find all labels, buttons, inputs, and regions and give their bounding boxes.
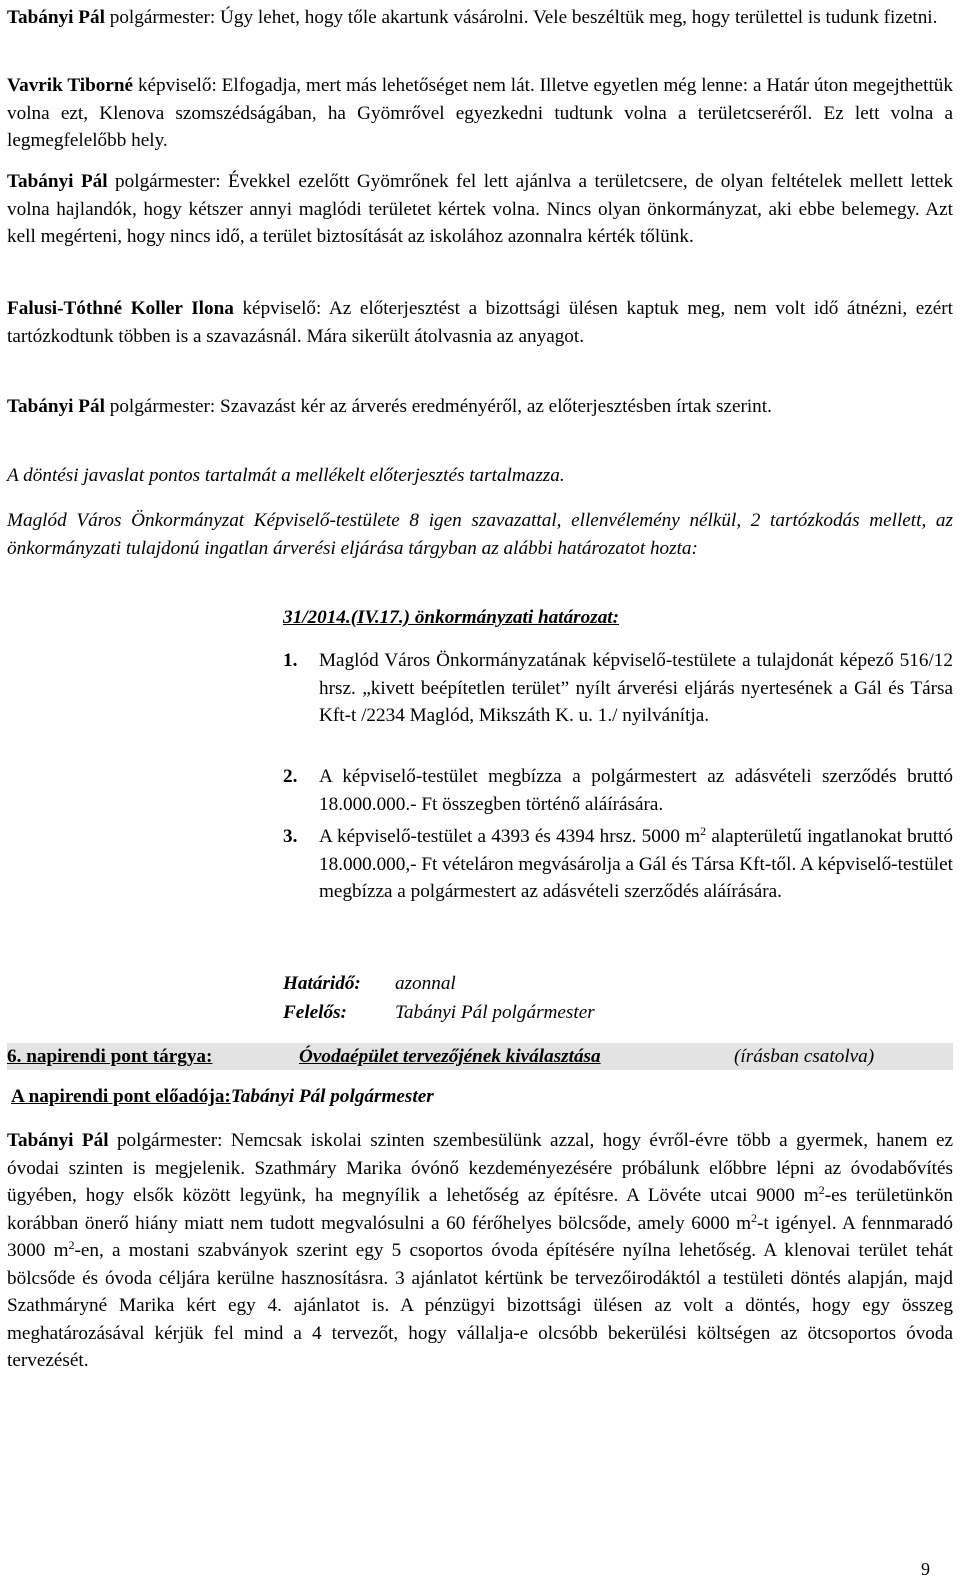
- resolution-title: 31/2014.(IV.17.) önkormányzati határozat:: [283, 607, 620, 628]
- speaker-name: Tabányi Pál: [7, 1130, 109, 1151]
- speech-block: Tabányi Pál polgármester: Nemcsak iskolai szinten szembesülünk azzal, hogy évről-évre több a gyermek, hanem ez óvodai szinten is megjelenik. Szathmáry Marika óvónő kezdeményezésére próbálunk előbbre lépni az óvodabővítés ügyében, hogy elsők között legyünk, ha megnyílik a lehetőség az építésre. A Lövéte utcai 9000 $m^2-es$ területünkön korábban önerő hiány miatt nem tudott megvalósulni a 60 férőhelyes bölcsőde, amely 6000 $m^2-t$ igényel. A fennmaradó 3000 $m^2-en$, a mostani szabványok szerint egy 5 csoportos óvoda építésére nyílna lehetőség. A klenovai terület tehát bölcsőde és óvoda céljára kerülne hasznosításra. 3 ajánlatot kértünk be tervezőirodáktól a testületi döntés alapján, majd Szathmáryné Marika kért egy 4. ajánlatot is. A pénzügyi bizottsági ülésen az volt a döntés, hogy egy összeg meghatározásával kérjük fel mind a 4 tervezőt, hogy vállalja-e olcsóbb bekerülési költségen az ötcsoportos óvoda tervezését.: [7, 1130, 954, 1371]
- speech-text: polgármester: Évekkel ezelőtt Gyömrőnek fel lett ajánlva a területcsere, de olyan feltételek mellett lettek volna hajlandók, hogy kétszer annyi maglódi területet kértek volna. Nincs olyan önkormányzat, aki ebbe belemegy. Azt kell megérteni, hogy nincs idő, a terület biztosítását az iskolához azonnalra kérték tőlünk.: [7, 171, 953, 247]
- proposal-note: A döntési javaslat pontos tartalmát a mellékelt előterjesztés tartalmazza.: [7, 465, 565, 486]
- item-text: A képviselő-testület megbízza a polgármestert az adásvételi szerződés bruttó 18.000.000.- Ft összegben történő aláírására.: [319, 766, 953, 815]
- speech-text: képviselő: Az előterjesztést a bizottsági ülésen kaptuk meg, nem volt idő átnézni, ezért tartózkodtunk többen is a szavazásnál. Mára sikerült átolvasnia az anyagot.: [7, 298, 953, 347]
- item-text: Maglód Város Önkormányzatának képviselő-testülete a tulajdonát képező 516/12 hrsz. „kivett beépítetlen terület” nyílt árverési eljárás nyertesének a Gál és Társa Kft-t /2234 Maglód, Mikszáth K. u. 1./ nyilvánítja.: [319, 650, 953, 726]
- responsible-label: Felelős:: [283, 1002, 347, 1023]
- speaker-name: Tabányi Pál: [7, 7, 105, 28]
- speaker-name: Tabányi Pál: [7, 396, 105, 417]
- item-number: 2.: [283, 766, 298, 787]
- deadline-line: [283, 970, 456, 998]
- speech-text: polgármester: Szavazást kér az árverés eredményéről, az előterjesztésben írtak szerint.: [104, 396, 772, 417]
- item-text: A képviselő-testület a 4393 és 4394 hrsz. 5000 $m^2$ alapterületű ingatlanokat bruttó 18.000.000,- Ft vételáron megvásárolja a Gál és Társa Kft-től. A képviselő-testület megbízza a polgármestert az adásvételi szerződés aláírására.: [319, 824, 953, 902]
- speech-block: [7, 393, 953, 421]
- speech-block: [7, 295, 953, 350]
- presenter-value: Tabányi Pál polgármester: [230, 1086, 434, 1107]
- speaker-name: Vavrik Tiborné: [7, 75, 134, 96]
- speech-block: [7, 72, 953, 155]
- speech-block: [7, 168, 953, 251]
- speech-block: [7, 4, 953, 32]
- speech-text: képviselő: Elfogadja, mert más lehetőséget nem lát. Illetve egyetlen még lenne: a Határ úton megejthettük volna ezt, Klenova szomszédságában, ha Gyömrővel egyezkedni tudtunk volna a területcseréről. Ez lett volna a legmegfelelőbb hely.: [7, 75, 953, 151]
- presenter-label: A napirendi pont előadója:: [11, 1086, 231, 1107]
- resolution-item: [283, 823, 953, 906]
- resolution-item: [283, 763, 953, 818]
- page-number: 9: [921, 1559, 930, 1579]
- deadline-value: azonnal: [395, 973, 456, 994]
- responsible-value: Tabányi Pál polgármester: [395, 1002, 595, 1023]
- item-number: 3.: [283, 826, 298, 847]
- speech-text: polgármester: Nemcsak iskolai szinten szembesülünk azzal, hogy évről-évre több a gyermek, hanem ez óvodai szinten is megjelenik. Szathmáry Marika óvónő kezdeményezésére próbálunk előbbre lépni az óvodabővítés ügyében, hogy elsők között legyünk, ha megnyílik a lehetőség az építésre. A Lövéte utcai 9000 m: [7, 1130, 954, 1206]
- agenda-heading: [7, 1043, 953, 1070]
- speaker-name: Tabányi Pál: [7, 171, 108, 192]
- agenda-note: (írásban csatolva): [734, 1046, 875, 1067]
- agenda-title: Óvodaépület tervezőjének kiválasztása: [299, 1046, 601, 1067]
- responsible-line: [283, 999, 595, 1027]
- agenda-presenter: [11, 1083, 434, 1111]
- speaker-name: Falusi-Tóthné Koller Ilona: [7, 298, 234, 319]
- deadline-label: Határidő:: [283, 973, 361, 994]
- vote-text: Maglód Város Önkormányzat Képviselő-testülete 8 igen szavazattal, ellenvélemény nélkül, 2 tartózkodás mellett, az önkormányzati tulajdonú ingatlan árverési eljárása tárgyban az alábbi határozatot hozta:: [7, 510, 953, 559]
- agenda-number: 6. napirendi pont tárgya:: [7, 1046, 213, 1067]
- item-number: 1.: [283, 650, 298, 671]
- speech-text: polgármester: Úgy lehet, hogy tőle akartunk vásárolni. Vele beszéltük meg, hogy területtel is tudunk fizetni.: [104, 7, 938, 28]
- resolution-item: [283, 647, 953, 730]
